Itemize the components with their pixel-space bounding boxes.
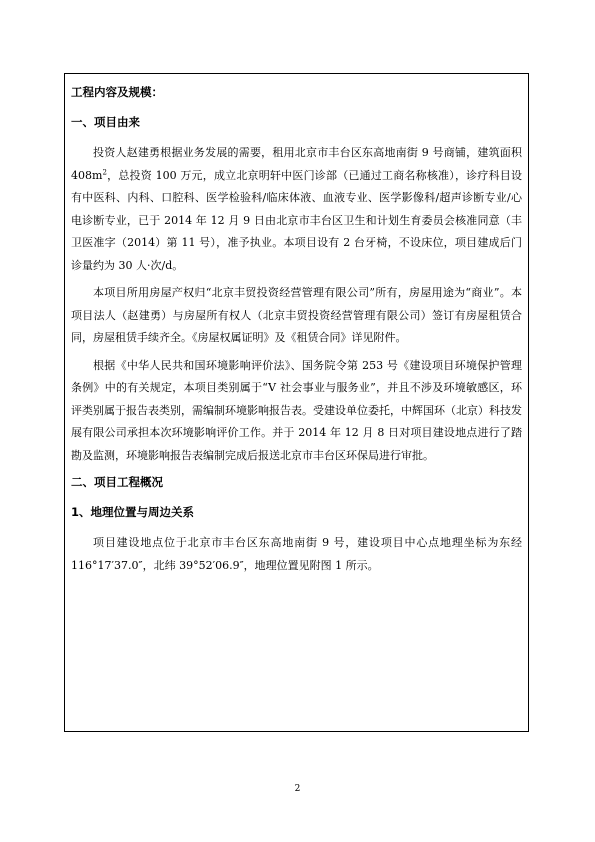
page-number: 2 <box>294 784 301 794</box>
paragraph-1-part-a: 投资人赵建勇根据业务发展的需要，租用北京市丰台区东高地南街 9 号商铺，建筑面积 408m <box>71 146 522 182</box>
content-frame <box>64 73 529 732</box>
subsection-1-title: 1、地理位置与周边关系 <box>71 505 195 519</box>
paragraph-project-origin <box>71 142 522 277</box>
paragraph-regulation: 根据《中华人民共和国环境影响评价法》、国务院令第 253 号《建设项目环境保护管理条例》中的有关规定，本项目类别属于“Ⅴ 社会事业与服务业”，并且不涉及环境敏感区，环评类别属于报告表类别，需编制环境影响报告表。受建设单位委托，中辉国环（北京）科技发展有限公司承担本次环境影响评价工作。并于 2014 年 12 月 8 日对项目建设地点进行了踏勘及监测，环境影响报告表编制完成后报送北京市丰台区环保局进行审批。 <box>71 358 522 462</box>
section-2-title: 二、项目工程概况 <box>71 475 163 489</box>
main-heading: 工程内容及规模： <box>71 85 163 99</box>
paragraph-location: 项目建设地点位于北京市丰台区东高地南街 9 号，建设项目中心点地理坐标为东经 116°17′37.0″，北纬 39°52′06.9″，地理位置见附图 1 所示。 <box>71 536 522 572</box>
paragraph-1-part-b: ，总投资 100 万元，成立北京明轩中医门诊部（已通过工商名称核准），诊疗科目设有中医科、内科、口腔科、医学检验科/临床体液、血液专业、医学影像科/超声诊断专业/心电诊断专业，已于 2014 年 12 月 9 日由北京市丰台区卫生和计划生育委员会核准同意（丰卫医准字（2014）第 11 号），准予执业。本项目设有 2 台牙椅，不设床位，项目建成后门诊量约为 30 人·次/d。 <box>71 168 522 272</box>
superscript-2: 2 <box>102 167 107 176</box>
section-1-title: 一、项目由来 <box>71 115 140 129</box>
paragraph-property: 本项目所用房屋产权归“北京丰贸投资经营管理有限公司”所有，房屋用途为“商业”。本项目法人（赵建勇）与房屋所有权人（北京丰贸投资经营管理有限公司）签订有房屋租赁合同，房屋租赁手续齐全。《房屋权属证明》及《租赁合同》详见附件。 <box>71 286 522 344</box>
